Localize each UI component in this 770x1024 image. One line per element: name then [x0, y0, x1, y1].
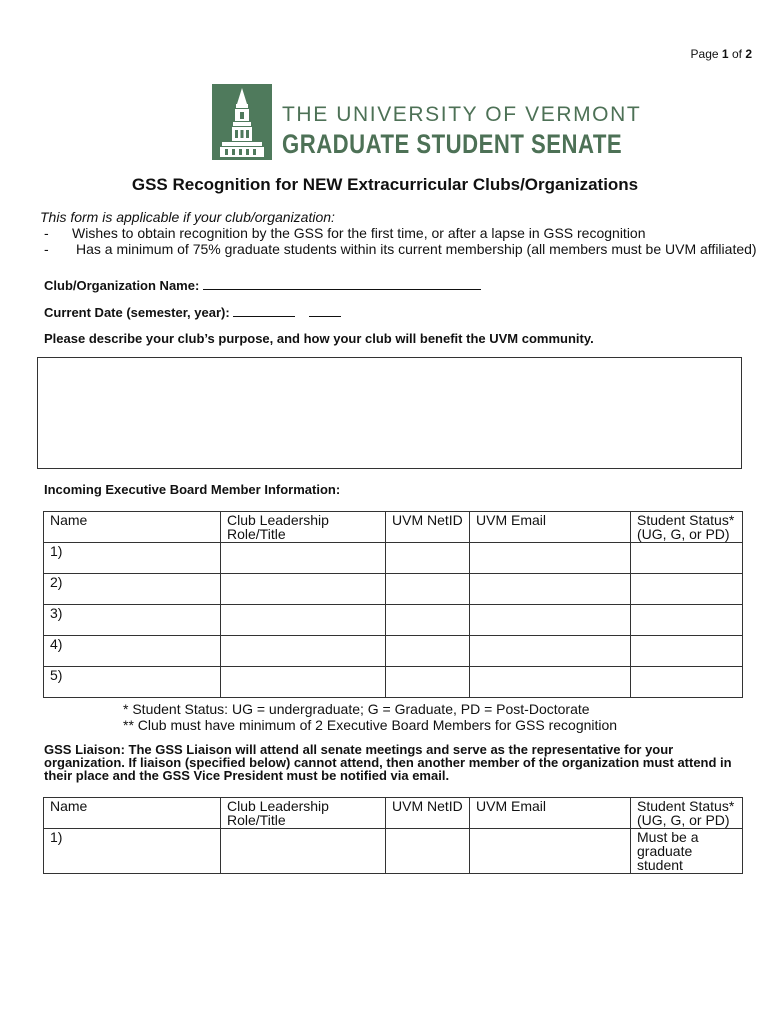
status-cell[interactable]	[631, 667, 743, 698]
email-cell[interactable]	[470, 574, 631, 605]
semester-blank[interactable]	[233, 303, 295, 317]
club-name-field	[44, 276, 481, 293]
bullet-membership: - Has a minimum of 75% graduate students within its current membership (all members must be UVM affiliated)	[44, 241, 757, 257]
status-cell[interactable]	[631, 543, 743, 574]
email-cell[interactable]	[470, 667, 631, 698]
email-cell[interactable]	[470, 605, 631, 636]
netid-cell[interactable]	[386, 605, 470, 636]
email-cell[interactable]	[470, 829, 631, 874]
netid-cell[interactable]	[386, 543, 470, 574]
netid-cell[interactable]	[386, 667, 470, 698]
role-cell[interactable]	[221, 636, 386, 667]
email-cell[interactable]	[470, 636, 631, 667]
logo-senate-text: GRADUATE STUDENT SENATE	[282, 129, 623, 159]
email-cell[interactable]	[470, 543, 631, 574]
col-netid-header: UVM NetID	[386, 512, 470, 543]
liaison-header-row	[44, 798, 743, 829]
clocktower-logo-icon	[212, 84, 272, 160]
row-label[interactable]: 5)	[44, 667, 221, 698]
role-cell[interactable]	[221, 543, 386, 574]
liaison-table	[43, 797, 743, 874]
row-label[interactable]: 3)	[44, 605, 221, 636]
col-netid-header: UVM NetID	[386, 798, 470, 829]
purpose-description-box[interactable]	[37, 357, 742, 469]
status-note-cell[interactable]: Must be a graduate student	[631, 829, 743, 874]
role-cell[interactable]	[221, 667, 386, 698]
liaison-heading: GSS Liaison: The GSS Liaison will attend all senate meetings and serve as the representative for your organization. If liaison (specified below) cannot attend, then another member of the organization must attend in their place and the GSS Vice President must be notified via email.	[44, 742, 732, 783]
minimum-members-footnote: ** Club must have minimum of 2 Executive Board Members for GSS recognition	[123, 717, 618, 733]
col-status-header: Student Status* (UG, G, or PD)	[631, 798, 743, 829]
intro-text: This form is applicable if your club/organization:	[40, 209, 335, 225]
netid-cell[interactable]	[386, 636, 470, 667]
status-footnote: * Student Status: UG = undergraduate; G = Graduate, PD = Post-Doctorate	[123, 701, 590, 717]
role-cell[interactable]	[221, 829, 386, 874]
exec-board-heading: Incoming Executive Board Member Information:	[44, 482, 341, 497]
form-title: GSS Recognition for NEW Extracurricular Clubs/Organizations	[131, 175, 639, 194]
status-cell[interactable]	[631, 574, 743, 605]
row-label[interactable]: 1)	[44, 829, 221, 874]
club-name-blank[interactable]	[203, 276, 481, 290]
table-row	[44, 636, 743, 667]
row-label[interactable]: 2)	[44, 574, 221, 605]
col-email-header: UVM Email	[470, 798, 631, 829]
purpose-prompt: Please describe your club’s purpose, and how your club will benefit the UVM community.	[44, 331, 594, 346]
netid-cell[interactable]	[386, 574, 470, 605]
row-label[interactable]: 1)	[44, 543, 221, 574]
bullet-first-time: - Wishes to obtain recognition by the GSS for the first time, or after a lapse in GSS recognition	[44, 225, 646, 241]
club-name-label: Club/Organization Name:	[44, 278, 200, 293]
row-label[interactable]: 4)	[44, 636, 221, 667]
table-row	[44, 605, 743, 636]
table-row	[44, 667, 743, 698]
status-cell[interactable]	[631, 605, 743, 636]
role-cell[interactable]	[221, 605, 386, 636]
netid-cell[interactable]	[386, 829, 470, 874]
col-name-header: Name	[44, 798, 221, 829]
col-status-header: Student Status* (UG, G, or PD)	[631, 512, 743, 543]
exec-board-table	[43, 511, 743, 698]
year-blank[interactable]	[309, 303, 341, 317]
col-email-header: UVM Email	[470, 512, 631, 543]
role-cell[interactable]	[221, 574, 386, 605]
table-row	[44, 543, 743, 574]
logo-university-text: THE UNIVERSITY OF VERMONT	[282, 103, 642, 126]
current-date-label: Current Date (semester, year):	[44, 305, 230, 320]
table-row	[44, 829, 743, 874]
col-role-header: Club Leadership Role/Title	[221, 798, 386, 829]
table-row	[44, 574, 743, 605]
exec-board-header-row	[44, 512, 743, 543]
page-number: Page 1 of 2	[690, 47, 752, 61]
status-cell[interactable]	[631, 636, 743, 667]
current-date-field	[44, 303, 341, 320]
col-role-header: Club Leadership Role/Title	[221, 512, 386, 543]
col-name-header: Name	[44, 512, 221, 543]
